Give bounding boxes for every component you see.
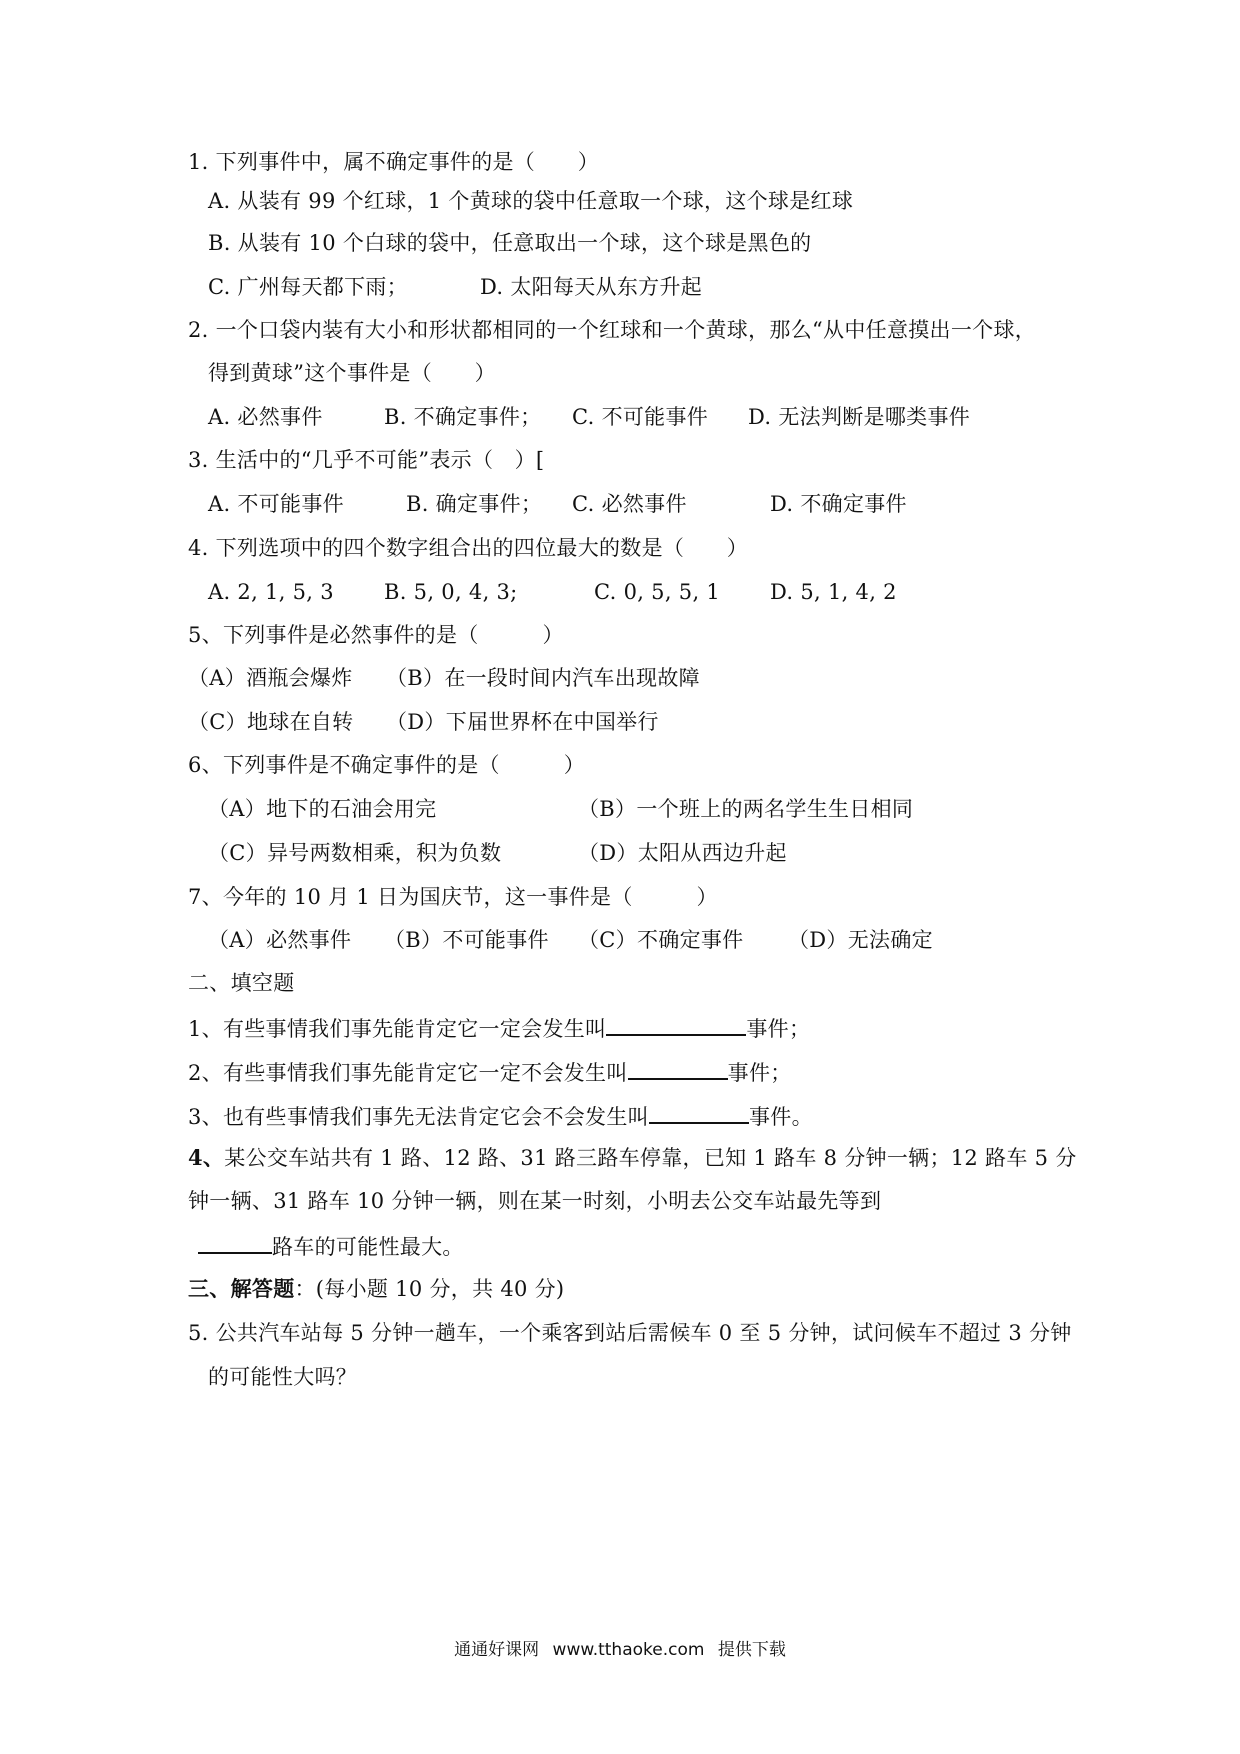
q3-option-c: C. 必然事件	[572, 492, 687, 516]
fill-q2	[188, 1056, 792, 1088]
q5-stem: 5、下列事件是必然事件的是（ ）	[188, 623, 564, 647]
footer-url[interactable]: www.tthaoke.com	[552, 1640, 705, 1660]
q6-options-cd	[208, 838, 1028, 868]
fill-q3-blank[interactable]	[649, 1100, 749, 1124]
fill-q3	[188, 1100, 813, 1132]
fill-q4-text-1: 某公交车站共有 1 路、12 路、31 路三路车停靠，已知 1 路车 8 分钟一辆；12 路车 5 分	[224, 1146, 1077, 1170]
fill-q2-text: 2、有些事情我们事先能肯定它一定不会发生叫	[188, 1061, 628, 1085]
footer-note: 提供下载	[717, 1640, 786, 1660]
fill-q4-suffix: 路车的可能性最大。	[272, 1235, 464, 1259]
fill-q1-text: 1、有些事情我们事先能肯定它一定会发生叫	[188, 1017, 607, 1041]
fill-q2-blank[interactable]	[628, 1056, 728, 1080]
answer-q5-line1: 5. 公共汽车站每 5 分钟一趟车，一个乘客到站后需候车 0 至 5 分钟，试问候车不超过 3 分钟	[188, 1321, 1072, 1345]
q5-option-d: （D）下届世界杯在中国举行	[386, 710, 659, 734]
q1-option-a: A. 从装有 99 个红球，1 个黄球的袋中任意取一个球，这个球是红球	[208, 189, 854, 213]
q1-options-cd	[208, 272, 808, 302]
footer-site-name: 通通好课网	[454, 1640, 540, 1660]
q6-option-b: （B）一个班上的两名学生生日相同	[578, 797, 914, 821]
q3-options	[208, 489, 1028, 519]
fill-q4-line2: 钟一辆、31 路车 10 分钟一辆，则在某一时刻，小明去公交车站最先等到	[188, 1189, 882, 1213]
q1-option-d: D. 太阳每天从东方升起	[480, 275, 703, 299]
q5-option-a: （A）酒瓶会爆炸	[188, 666, 353, 690]
q6-option-d: （D）太阳从西边升起	[578, 841, 787, 865]
q4-stem: 4. 下列选项中的四个数字组合出的四位最大的数是（ ）	[188, 536, 749, 560]
q3-option-a: A. 不可能事件	[208, 492, 344, 516]
fill-q1	[188, 1012, 810, 1044]
fill-q2-suffix: 事件；	[727, 1061, 792, 1085]
answer-heading-points: ：(每小题 10 分，共 40 分)	[294, 1277, 565, 1301]
q6-options-ab	[208, 794, 1028, 824]
q3-option-b: B. 确定事件；	[406, 492, 543, 516]
q2-option-a: A. 必然事件	[208, 405, 323, 429]
q1-stem: 1. 下列事件中，属不确定事件的是（ ）	[188, 150, 600, 174]
q6-stem: 6、下列事件是不确定事件的是（ ）	[188, 753, 586, 777]
q6-option-a: （A）地下的石油会用完	[208, 797, 437, 821]
fill-q3-text: 3、也有些事情我们事先无法肯定它会不会发生叫	[188, 1105, 649, 1129]
q2-stem-line1: 2. 一个口袋内装有大小和形状都相同的一个红球和一个黄球，那么“从中任意摸出一个球，	[188, 318, 1037, 342]
fill-q3-suffix: 事件。	[748, 1105, 813, 1129]
q5-options-ab	[188, 663, 1008, 693]
q2-option-b: B. 不确定事件；	[384, 405, 542, 429]
answer-q5-line2: 的可能性大吗？	[208, 1365, 358, 1389]
q7-option-d: （D）无法确定	[788, 928, 933, 952]
q5-options-cd	[188, 707, 1008, 737]
q7-option-a: （A）必然事件	[208, 928, 352, 952]
q3-stem: 3. 生活中的“几乎不可能”表示（ ）[	[188, 448, 545, 472]
fill-section-heading: 二、填空题	[188, 971, 295, 995]
q7-option-c: （C）不确定事件	[578, 928, 744, 952]
q5-option-b: （B）在一段时间内汽车出现故障	[386, 666, 700, 690]
fill-q4-line3	[198, 1230, 464, 1262]
q2-stem-line2: 得到黄球”这个事件是（ ）	[208, 361, 496, 385]
fill-q1-blank[interactable]	[606, 1012, 746, 1036]
q4-option-d: D. 5, 1, 4, 2	[770, 580, 897, 604]
fill-q4-number: 4、	[188, 1145, 225, 1170]
q5-option-c: （C）地球在自转	[188, 710, 354, 734]
q1-option-c: C. 广州每天都下雨；	[208, 275, 408, 299]
fill-q4-line1	[188, 1143, 1077, 1173]
q2-option-c: C. 不可能事件	[572, 405, 709, 429]
q4-option-a: A. 2, 1, 5, 3	[208, 580, 334, 604]
q6-option-c: （C）异号两数相乘，积为负数	[208, 841, 502, 865]
answer-section-heading	[188, 1274, 564, 1304]
q7-stem: 7、今年的 10 月 1 日为国庆节，这一事件是（ ）	[188, 885, 718, 909]
q3-option-d: D. 不确定事件	[770, 492, 907, 516]
q7-options	[208, 925, 1048, 955]
answer-heading-title: 三、解答题	[188, 1276, 295, 1301]
q1-option-b: B. 从装有 10 个白球的袋中，任意取出一个球，这个球是黑色的	[208, 231, 812, 255]
q2-options	[208, 402, 1028, 432]
q2-option-d: D. 无法判断是哪类事件	[748, 405, 971, 429]
q4-option-c: C. 0, 5, 5, 1	[594, 580, 721, 604]
fill-q1-suffix: 事件；	[746, 1017, 811, 1041]
fill-q4-blank[interactable]	[198, 1230, 272, 1254]
q7-option-b: （B）不可能事件	[384, 928, 549, 952]
q4-option-b: B. 5, 0, 4, 3;	[384, 580, 518, 604]
page-footer	[0, 1638, 1240, 1662]
q4-options	[208, 577, 1028, 607]
